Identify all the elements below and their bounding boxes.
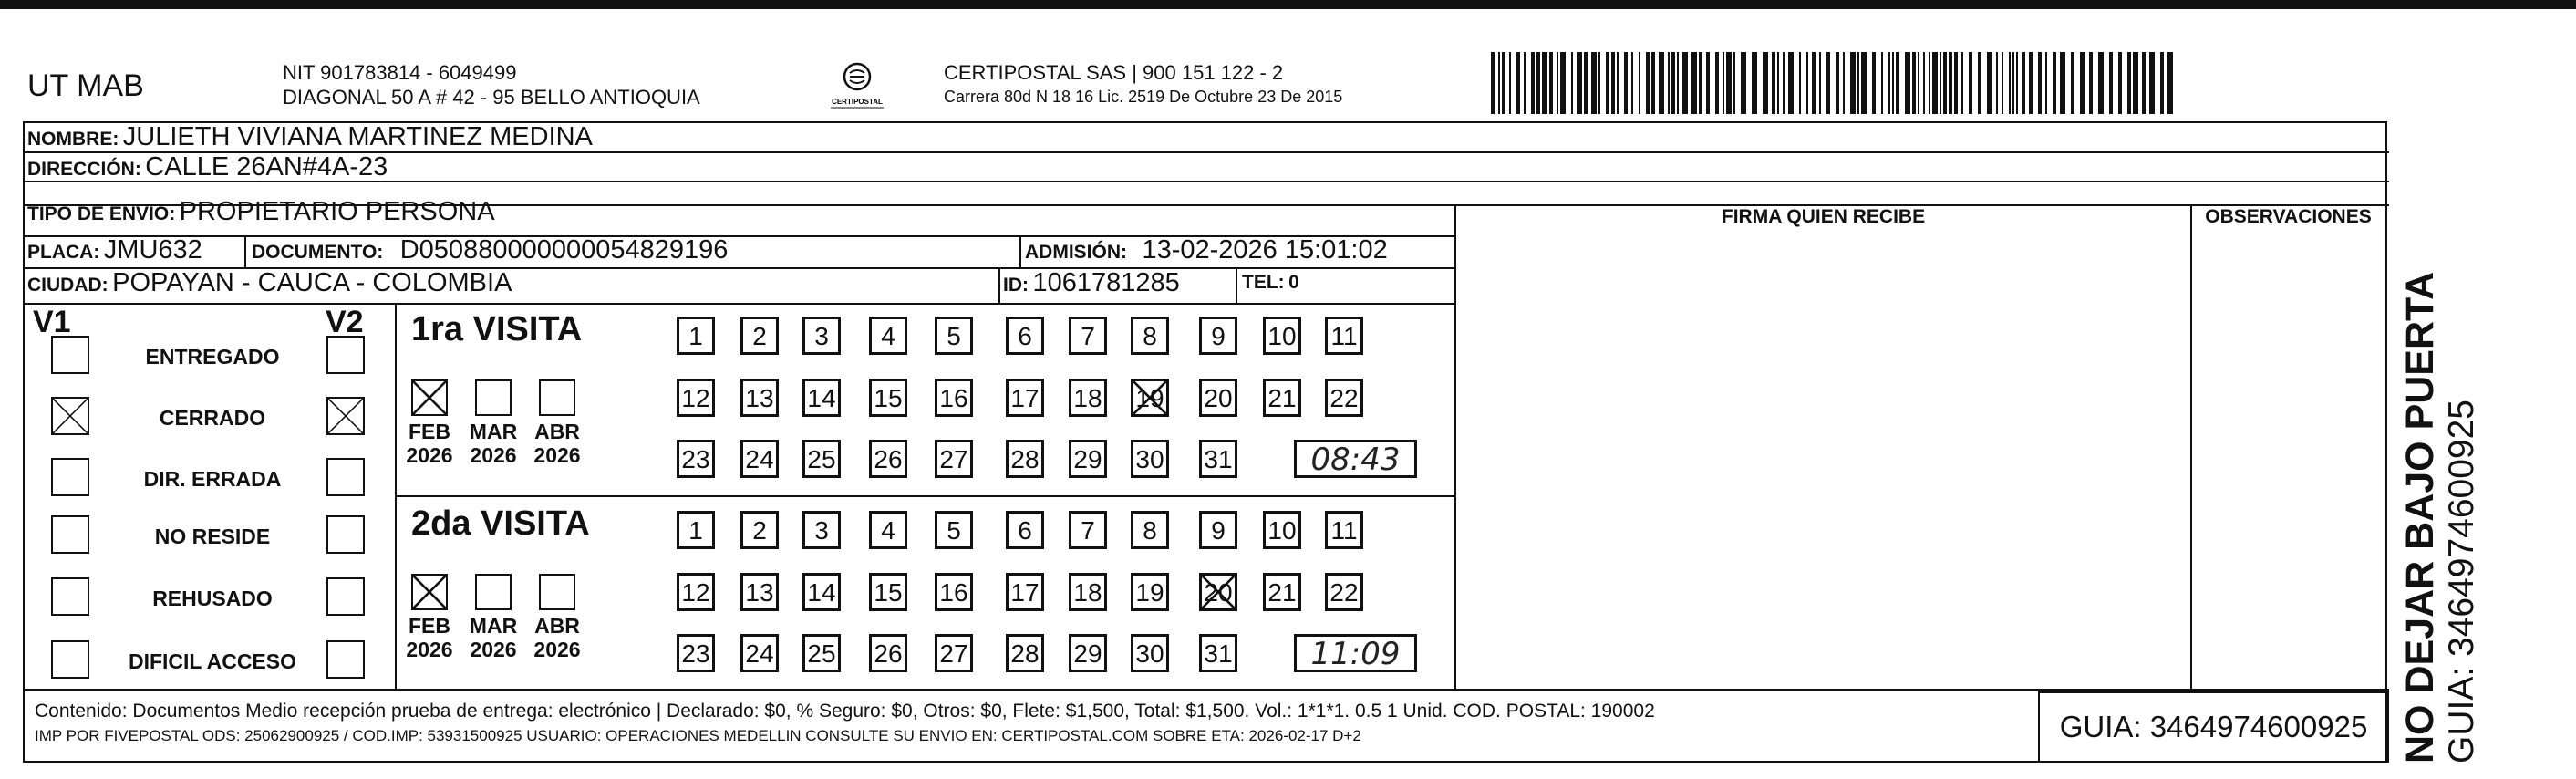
day-box[interactable]: 1	[677, 511, 715, 549]
observations-column-header: OBSERVACIONES	[2205, 206, 2372, 227]
visit-time: 08:43	[1294, 440, 1417, 478]
day-box[interactable]: 11	[1325, 511, 1363, 549]
day-box[interactable]: 5	[935, 317, 973, 355]
month-checkbox[interactable]	[539, 574, 575, 610]
month-year: 2026	[406, 638, 453, 661]
v2-header: V2	[326, 305, 364, 339]
divider	[23, 303, 1454, 305]
month-name: MAR	[469, 614, 518, 638]
day-box[interactable]: 10	[1263, 317, 1301, 355]
divider	[244, 235, 246, 267]
month-year: 2026	[470, 638, 517, 661]
status-label: DIR. ERRADA	[143, 467, 282, 491]
divider	[1236, 267, 1237, 303]
month-label	[466, 420, 521, 467]
divider	[395, 303, 397, 689]
day-box[interactable]: 22	[1325, 379, 1363, 417]
day-box[interactable]: 30	[1131, 440, 1169, 478]
document-value: D050880000000054829196	[399, 235, 729, 265]
tel-row	[1242, 272, 1299, 294]
month-label	[530, 614, 585, 661]
month-label	[530, 420, 585, 467]
shipment-type: PROPIETARIO PERSONA	[179, 197, 495, 226]
day-box[interactable]: 18	[1069, 379, 1107, 417]
status-label: ENTREGADO	[145, 345, 280, 369]
day-box[interactable]: 12	[677, 379, 715, 417]
recipient-name-label: NOMBRE:	[27, 129, 119, 150]
recipient-address-row	[27, 152, 388, 182]
status-v2-checkbox[interactable]	[326, 577, 365, 616]
status-v2-checkbox[interactable]	[326, 515, 365, 554]
recipient-address: CALLE 26AN#4A-23	[145, 152, 388, 182]
day-box[interactable]: 18	[1069, 573, 1107, 611]
document-label: DOCUMENTO:	[252, 242, 384, 263]
side-notice	[2398, 134, 2482, 763]
side-guide-number: GUIA: 3464974600925	[2442, 400, 2481, 763]
status-v2-checkbox[interactable]	[326, 336, 365, 374]
month-year: 2026	[470, 443, 517, 467]
month-checkbox[interactable]	[539, 379, 575, 416]
signature-area[interactable]	[1456, 237, 2190, 687]
day-box[interactable]: 15	[869, 379, 907, 417]
day-box[interactable]: 25	[802, 634, 841, 672]
recipient-name: JULIETH VIVIANA MARTINEZ MEDINA	[122, 122, 593, 151]
admission-value: 13-02-2026 15:01:02	[1142, 235, 1388, 265]
certipostal-logo-icon	[825, 58, 889, 111]
id-row	[1003, 268, 1180, 298]
top-border	[0, 0, 2576, 9]
day-box[interactable]: 29	[1069, 440, 1107, 478]
side-warning: NO DEJAR BAJO PUERTA	[2398, 271, 2442, 763]
day-box[interactable]: 13	[740, 573, 779, 611]
status-label: NO RESIDE	[154, 525, 271, 548]
day-box[interactable]: 20	[1199, 379, 1237, 417]
month-checkbox[interactable]	[411, 574, 448, 610]
day-box[interactable]: 19	[1131, 379, 1169, 417]
status-v1-checkbox[interactable]	[51, 515, 89, 554]
divider	[998, 267, 1000, 303]
day-box[interactable]: 15	[869, 573, 907, 611]
day-box[interactable]: 16	[935, 379, 973, 417]
status-label: CERRADO	[159, 406, 266, 430]
month-checkbox[interactable]	[475, 379, 512, 416]
guide-number-box: GUIA: 3464974600925	[2038, 691, 2389, 763]
day-box[interactable]: 16	[935, 573, 973, 611]
plate-row	[27, 235, 202, 265]
shipment-type-row	[27, 197, 495, 227]
id-value: 1061781285	[1032, 268, 1180, 297]
day-box[interactable]: 21	[1263, 379, 1301, 417]
month-label	[402, 420, 457, 467]
visit-time: 11:09	[1294, 634, 1417, 672]
day-box[interactable]: 4	[869, 511, 907, 549]
divider	[395, 495, 1454, 497]
day-box[interactable]: 28	[1006, 634, 1044, 672]
day-box[interactable]: 8	[1131, 317, 1169, 355]
day-box[interactable]: 2	[740, 511, 779, 549]
month-name: FEB	[409, 614, 450, 638]
status-v1-checkbox[interactable]	[51, 458, 89, 496]
barcode	[1491, 52, 2175, 114]
month-checkbox[interactable]	[411, 379, 448, 416]
day-box[interactable]: 20	[1199, 573, 1237, 611]
status-v1-checkbox[interactable]	[51, 397, 89, 435]
company-info	[944, 60, 1342, 109]
footer-print-info: IMP POR FIVEPOSTAL ODS: 25062900925 / COD.IMP: 53931500925 USUARIO: OPERACIONES MEDELLIN CONSULTE SU ENVIO EN: CERTIPOSTAL.COM SOBRE ETA: 2026-02-17 D+2	[35, 727, 1361, 744]
status-v2-checkbox[interactable]	[326, 458, 365, 496]
sender-info	[283, 60, 700, 109]
day-box[interactable]: 31	[1199, 440, 1237, 478]
day-box[interactable]: 7	[1069, 511, 1107, 549]
shipment-type-label: TIPO DE ENVIO:	[27, 203, 176, 224]
day-box[interactable]: 29	[1069, 634, 1107, 672]
month-year: 2026	[533, 638, 581, 661]
day-box[interactable]: 22	[1325, 573, 1363, 611]
day-box[interactable]: 19	[1131, 573, 1169, 611]
day-box[interactable]: 23	[677, 440, 715, 478]
day-box[interactable]: 17	[1006, 573, 1044, 611]
sender-name: UT MAB	[27, 68, 144, 103]
plate-label: PLACA:	[27, 242, 100, 263]
day-box[interactable]: 11	[1325, 317, 1363, 355]
day-box[interactable]: 6	[1006, 317, 1044, 355]
divider	[2385, 204, 2386, 689]
day-box[interactable]: 30	[1131, 634, 1169, 672]
day-box[interactable]: 24	[740, 634, 779, 672]
day-box[interactable]: 7	[1069, 317, 1107, 355]
month-label	[402, 614, 457, 661]
logo-text: CERTIPOSTAL	[832, 98, 883, 106]
month-label	[466, 614, 521, 661]
day-box[interactable]: 14	[802, 573, 841, 611]
status-v1-checkbox[interactable]	[51, 577, 89, 616]
id-label: ID:	[1003, 275, 1029, 296]
sender-nit: NIT 901783814 - 6049499	[283, 61, 517, 84]
day-box[interactable]: 9	[1199, 511, 1237, 549]
month-name: MAR	[469, 420, 518, 443]
month-year: 2026	[533, 443, 581, 467]
city-row	[27, 268, 512, 298]
day-box[interactable]: 26	[869, 440, 907, 478]
month-name: FEB	[409, 420, 450, 443]
footer-contents: Contenido: Documentos Medio recepción prueba de entrega: electrónico | Declarado: $0, % Seguro: $0, Otros: $0, Flete: $1,500, Total: $1,500. Vol.: 1*1*1. 0.5 1 Unid. COD. POSTAL: 190002	[35, 701, 1655, 722]
day-box[interactable]: 13	[740, 379, 779, 417]
day-box[interactable]: 10	[1263, 511, 1301, 549]
month-name: ABR	[534, 614, 580, 638]
tel-value: 0	[1288, 272, 1299, 293]
visit-title: 1ra VISITA	[411, 310, 583, 348]
day-box[interactable]: 27	[935, 634, 973, 672]
recipient-name-row	[27, 122, 593, 152]
plate-value: JMU632	[103, 235, 202, 265]
observations-area[interactable]	[2192, 237, 2385, 687]
company-address: Carrera 80d N 18 16 Lic. 2519 De Octubre 23 De 2015	[944, 88, 1343, 106]
admission-row	[1025, 235, 1388, 265]
day-box[interactable]: 23	[677, 634, 715, 672]
city-label: CIUDAD:	[27, 275, 109, 296]
day-box[interactable]: 4	[869, 317, 907, 355]
v1-header: V1	[33, 305, 71, 339]
divider	[1019, 235, 1021, 267]
status-v2-checkbox[interactable]	[326, 640, 365, 679]
day-box[interactable]: 3	[802, 511, 841, 549]
visit-title: 2da VISITA	[411, 504, 590, 543]
company-name: CERTIPOSTAL SAS | 900 151 122 - 2	[944, 61, 1284, 84]
day-box[interactable]: 8	[1131, 511, 1169, 549]
day-box[interactable]: 5	[935, 511, 973, 549]
day-box[interactable]: 24	[740, 440, 779, 478]
status-label: REHUSADO	[152, 587, 273, 610]
signature-column-header: FIRMA QUIEN RECIBE	[1721, 206, 1926, 227]
day-box[interactable]: 27	[935, 440, 973, 478]
sender-address: DIAGONAL 50 A # 42 - 95 BELLO ANTIOQUIA	[283, 86, 700, 109]
day-box[interactable]: 28	[1006, 440, 1044, 478]
day-box[interactable]: 12	[677, 573, 715, 611]
day-box[interactable]: 25	[802, 440, 841, 478]
day-box[interactable]: 14	[802, 379, 841, 417]
day-box[interactable]: 17	[1006, 379, 1044, 417]
status-v2-checkbox[interactable]	[326, 397, 365, 435]
day-box[interactable]: 6	[1006, 511, 1044, 549]
tel-label: TEL:	[1242, 272, 1285, 293]
day-box[interactable]: 26	[869, 634, 907, 672]
admission-label: ADMISIÓN:	[1025, 242, 1127, 263]
day-box[interactable]: 9	[1199, 317, 1237, 355]
status-v1-checkbox[interactable]	[51, 336, 89, 374]
day-box[interactable]: 21	[1263, 573, 1301, 611]
divider	[23, 689, 2389, 691]
day-box[interactable]: 1	[677, 317, 715, 355]
recipient-address-label: DIRECCIÓN:	[27, 159, 141, 180]
month-checkbox[interactable]	[475, 574, 512, 610]
day-box[interactable]: 3	[802, 317, 841, 355]
day-box[interactable]: 2	[740, 317, 779, 355]
status-label: DIFICIL ACCESO	[128, 649, 296, 673]
month-name: ABR	[534, 420, 580, 443]
document-row	[252, 235, 728, 265]
month-year: 2026	[406, 443, 453, 467]
city-value: POPAYAN - CAUCA - COLOMBIA	[112, 268, 512, 297]
day-box[interactable]: 31	[1199, 634, 1237, 672]
status-v1-checkbox[interactable]	[51, 640, 89, 679]
